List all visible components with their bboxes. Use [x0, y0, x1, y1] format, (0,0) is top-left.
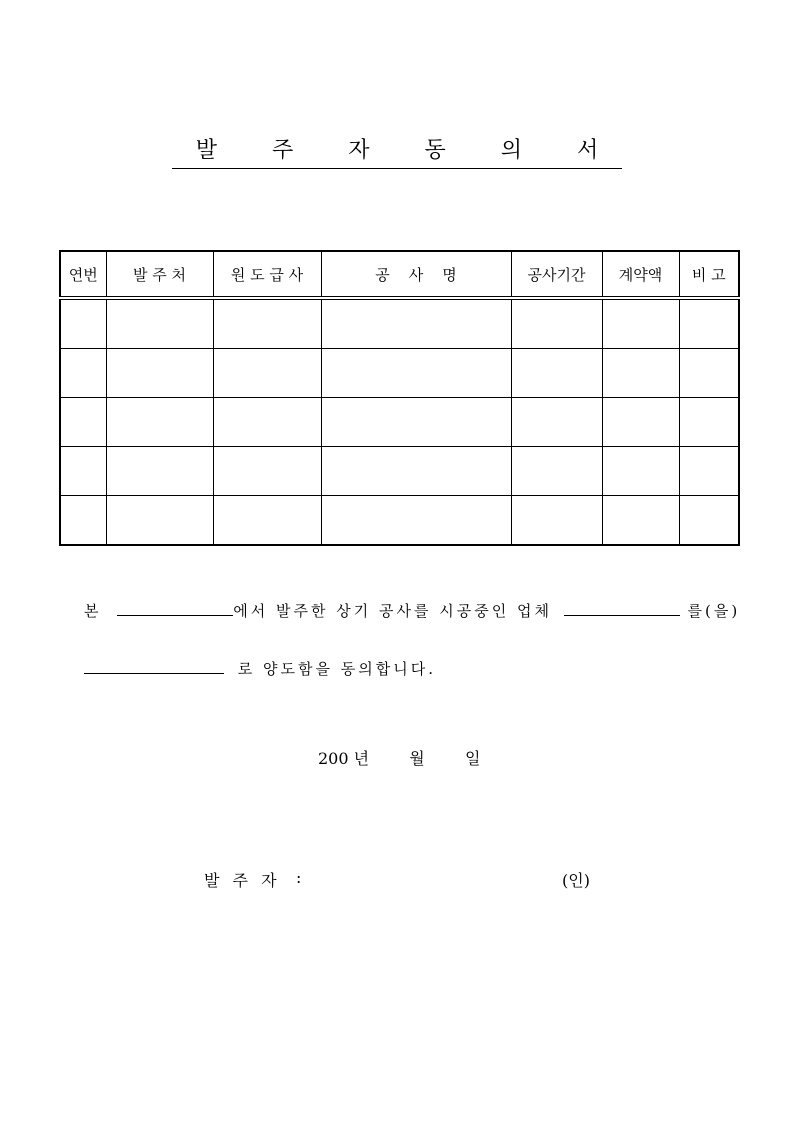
cell-project-name[interactable]: [321, 298, 511, 349]
seal-mark: (인): [562, 871, 590, 890]
cell-client[interactable]: [106, 298, 213, 349]
table-row: [60, 298, 739, 349]
cell-project-name[interactable]: [321, 349, 511, 398]
cell-period[interactable]: [511, 398, 602, 447]
cell-remarks[interactable]: [679, 496, 739, 546]
header-contract-amount: 계약액: [602, 251, 679, 298]
cell-period[interactable]: [511, 447, 602, 496]
cell-client[interactable]: [106, 398, 213, 447]
cell-prime-contractor[interactable]: [213, 398, 321, 447]
signature-name-field[interactable]: [320, 864, 540, 888]
statement-middle: 에서 발주한 상기 공사를 시공중인 업체: [233, 602, 552, 620]
cell-remarks[interactable]: [679, 349, 739, 398]
cell-client[interactable]: [106, 349, 213, 398]
header-remarks: 비 고: [679, 251, 739, 298]
date-year-unit: 년: [353, 749, 370, 768]
statement-line-1: [84, 600, 740, 621]
statement-line-2: [84, 658, 436, 679]
signature-colon: :: [296, 868, 302, 887]
cell-serial[interactable]: [60, 447, 106, 496]
table-row: [60, 447, 739, 496]
transferee-name-blank[interactable]: [84, 673, 224, 674]
date-year[interactable]: 200: [318, 749, 349, 768]
cell-period[interactable]: [511, 298, 602, 349]
cell-serial[interactable]: [60, 298, 106, 349]
cell-contract-amount[interactable]: [602, 496, 679, 546]
cell-prime-contractor[interactable]: [213, 349, 321, 398]
header-serial: 연번: [60, 251, 106, 298]
cell-serial[interactable]: [60, 349, 106, 398]
table-row: [60, 398, 739, 447]
cell-contract-amount[interactable]: [602, 298, 679, 349]
document-title-text: 발 주 자 동 의 서: [172, 136, 622, 169]
cell-prime-contractor[interactable]: [213, 298, 321, 349]
cell-contract-amount[interactable]: [602, 398, 679, 447]
statement-line2-suffix: 로 양도함을 동의합니다.: [237, 660, 436, 678]
header-client: 발 주 처: [106, 251, 213, 298]
header-project-name: 공 사 명: [321, 251, 511, 298]
cell-serial[interactable]: [60, 496, 106, 546]
cell-prime-contractor[interactable]: [213, 447, 321, 496]
cell-remarks[interactable]: [679, 447, 739, 496]
header-prime-contractor: 원 도 급 사: [213, 251, 321, 298]
cell-contract-amount[interactable]: [602, 447, 679, 496]
cell-client[interactable]: [106, 447, 213, 496]
cell-prime-contractor[interactable]: [213, 496, 321, 546]
consent-table: [59, 250, 740, 546]
header-period: 공사기간: [511, 251, 602, 298]
cell-client[interactable]: [106, 496, 213, 546]
date-month-unit: 월: [409, 749, 425, 768]
cell-serial[interactable]: [60, 398, 106, 447]
document-title: [0, 136, 794, 169]
cell-remarks[interactable]: [679, 398, 739, 447]
client-name-blank[interactable]: [117, 615, 233, 616]
table-row: [60, 496, 739, 546]
date-day-unit: 일: [464, 749, 481, 768]
cell-contract-amount[interactable]: [602, 349, 679, 398]
statement-prefix: 본: [84, 602, 102, 620]
contractor-name-blank[interactable]: [564, 615, 680, 616]
cell-project-name[interactable]: [321, 496, 511, 546]
table-row: [60, 349, 739, 398]
cell-project-name[interactable]: [321, 398, 511, 447]
signature-label: 발 주 자: [204, 871, 281, 890]
date-line: [318, 746, 480, 769]
statement-line1-suffix: 를(을): [687, 602, 741, 620]
cell-period[interactable]: [511, 496, 602, 546]
cell-period[interactable]: [511, 349, 602, 398]
cell-remarks[interactable]: [679, 298, 739, 349]
cell-project-name[interactable]: [321, 447, 511, 496]
table-header-row: [60, 251, 739, 298]
